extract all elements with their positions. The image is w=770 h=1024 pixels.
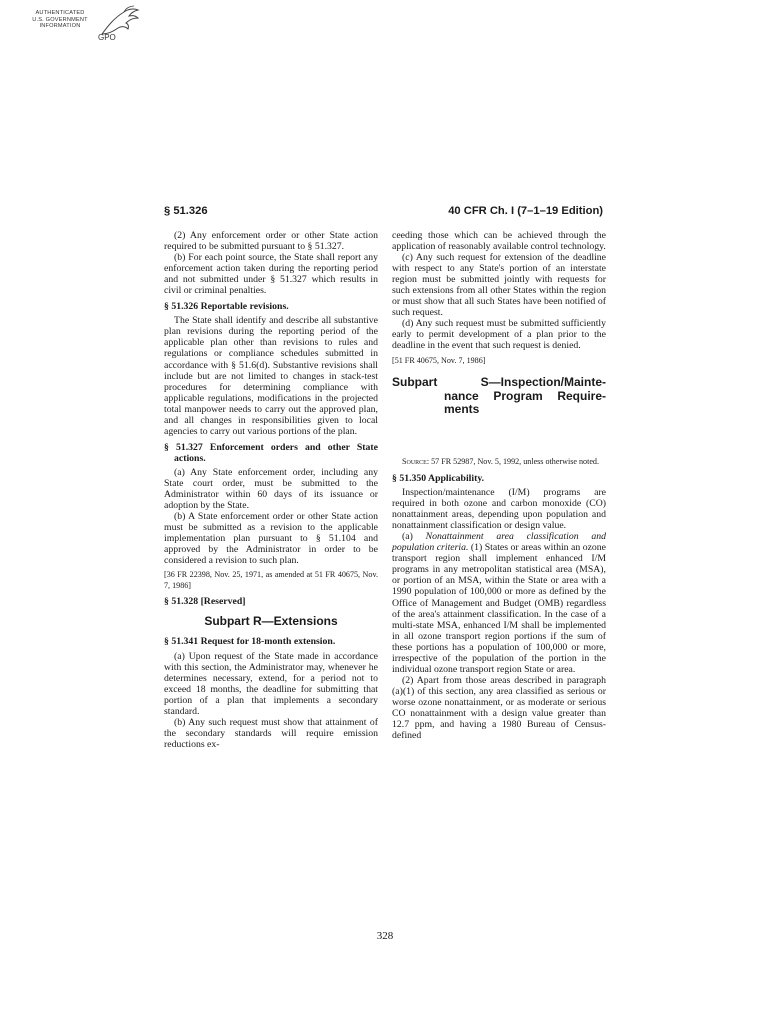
subpart-s-line-3: ments [444,402,480,417]
section-heading-51-326: § 51.326 Reportable revisions. [164,301,289,313]
left-column [164,230,378,750]
paragraph: Inspection/maintenance (I/M) programs are required in both ozone and carbon monoxide (CO) nonattainment areas, depending upon population and nonattainment classification or design value. [392,487,606,532]
paragraph: (d) Any such request must be submitted sufficiently early to permit development of a plan prior to the deadline in the event that such request is denied. [392,318,606,352]
seal-gpo: GPO [98,33,116,42]
paragraph: (c) Any such request for extension of the deadline with respect to any State's portion of an interstate region must be submitted jointly with requests for such extensions from all other States within the region or must show that all such States have been notified of such request. [392,252,606,319]
section-heading-51-327: § 51.327 Enforcement orders and other State actions. [164,441,378,464]
subpart-r-heading: Subpart R—Extensions [204,614,338,629]
paragraph: ceeding those which can be achieved through the application of reasonably available control technology. [392,230,606,253]
subpart-s-line-2: nance Program Require- [444,388,606,403]
paragraph: (b) For each point source, the State shall report any enforcement action taken during the reporting period and not submitted under § 51.327 which results in civil or criminal penalties. [164,252,378,297]
seal-line-3: INFORMATION [39,23,81,29]
paragraph-a-text: (1) States or areas within an ozone transport region shall implement enhanced I/M programs in any metropolitan statistical area (MSA), or portion of an MSA, within the State or area with a 1990 population of 100,000 or more as defined by the Office of Management and Budget (OMB) regardless of the area's attainment classification. In the case of a multi-state MSA, enhanced I/M shall be implemented in all ozone transport region portions if the sum of these portions has a population of 100,000 or more, irrespective of the population of the portion in the individual ozone transport region State or area. [392,542,606,675]
section-heading-51-341: § 51.341 Request for 18-month extension. [164,636,336,648]
seal-line-2: U.S. GOVERNMENT [32,16,88,23]
page-number: 328 [376,930,394,942]
subpart-s-heading [392,376,606,417]
source-text: 57 FR 52987, Nov. 5, 1992, unless otherwise noted. [429,456,599,466]
paragraph: (b) Any such request must show that attainment of the secondary standards will require emission reductions ex- [164,716,378,750]
section-heading-51-328: § 51.328 [Reserved] [164,596,246,608]
running-head-section: § 51.326 [164,205,208,217]
paragraph-a-lead: (a) [402,531,426,543]
section-heading-51-350: § 51.350 Applicability. [392,473,485,485]
paragraph: (2) Apart from those areas described in paragraph (a)(1) of this section, any area classified as serious or worse ozone nonattainment, or as moderate or serious CO nonattainment with a design value greater than 12.7 ppm, and having a 1980 Bureau of Census-defined [392,674,606,742]
paragraph: (2) Any enforcement order or other State action required to be submitted pursuant to § 51.327. [164,230,378,253]
running-head-edition: 40 CFR Ch. I (7–1–19 Edition) [448,205,603,217]
source-label: Source: [402,456,430,466]
paragraph-a [392,531,606,675]
paragraph: (a) Any State enforcement order, including any State court order, must be submitted to the Administrator within 60 days of its issuance or adoption by the State. [164,466,378,512]
seal-line-1: AUTHENTICATED [35,10,85,16]
paragraph-a-italic: Nonattainment area classification and population criteria. [392,531,606,554]
right-column [392,230,606,741]
citation: [51 FR 40675, Nov. 7, 1986] [392,355,486,365]
source-note [392,457,606,468]
paragraph: The State shall identify and describe all substantive plan revisions during the reporting period of the applicable plan other than revisions to rules and regulations or compliance schedules submitted in accordance with § 51.6(d). Substantive revisions shall include but are not limited to changes in stack-test procedures for determining compliance with applicable regulations, modifications in the projected total manpower needs to carry out the approved plan, and all changes in responsibilities given to local agencies to carry out various portions of the plan. [164,315,378,437]
subpart-s-line-1: Subpart S—Inspection/Mainte- [392,375,606,390]
gpo-authentication-seal [28,4,148,48]
paragraph: (a) Upon request of the State made in accordance with this section, the Administrator may, whenever he determines necessary, extend, for a period not to exceed 18 months, the deadline for submitting that portion of a plan that implements a secondary standard. [164,650,378,717]
paragraph: (b) A State enforcement order or other State action must be submitted as a revision to the applicable implementation plan pursuant to § 51.104 and approved by the Administrator in order to be considered a revision to such plan. [164,511,378,567]
citation: [36 FR 22398, Nov. 25, 1971, as amended at 51 FR 40675, Nov. 7, 1986] [164,570,378,590]
